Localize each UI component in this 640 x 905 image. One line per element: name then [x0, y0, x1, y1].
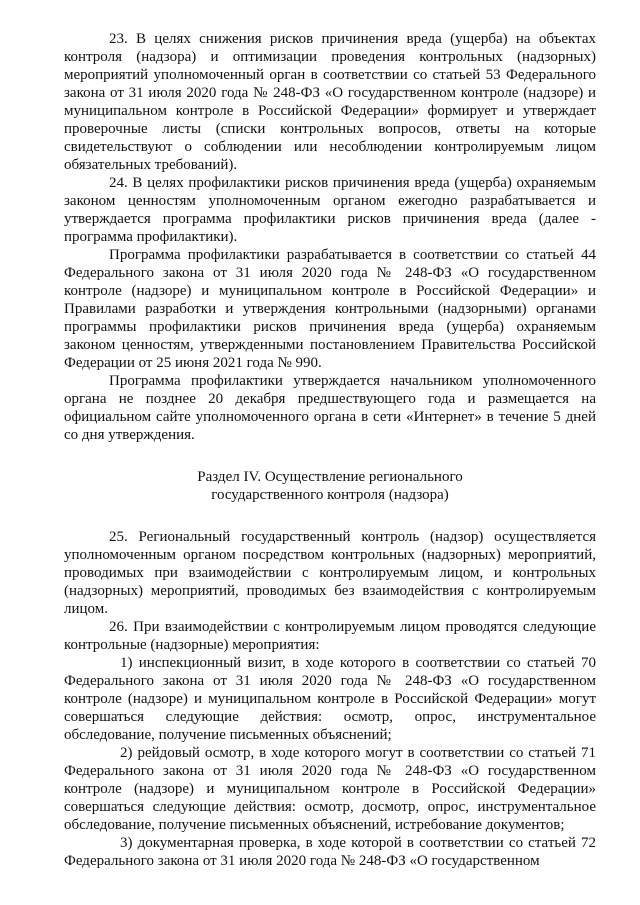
list-item-raid-inspection: 2) рейдовый осмотр, в ходе которого могут в соответствии со статьей 71 Федерального закона от 31 июля 2020 года № 248-ФЗ «О государственном контроле (надзоре) и муниципальном контроле в Российской Федерации» совершаться следующие действия: осмотр, досмотр, опрос, инструментальное обследование, получение письменных объяснений, истребование документов;	[64, 745, 596, 833]
paragraph-25: 25. Региональный государственный контроль (надзор) осуществляется уполномоченным органом посредством контрольных (надзорных) мероприятий, проводимых при взаимодействии с контролируемым лицом, и контрольных (надзорных) мероприятий, проводимых без взаимодействия с контролируемым лицом.	[64, 529, 596, 617]
paragraph-23: 23. В целях снижения рисков причинения вреда (ущерба) на объектах контроля (надзора) и оптимизации проведения контрольных (надзорных) мероприятий уполномоченный орган в соответствии со статьей 53 Федерального закона от 31 июля 2020 года № 248-ФЗ «О государственном контроле (надзоре) и муниципальном контроле в Российской Федерации» формирует и утверждает проверочные листы (списки контрольных вопросов, ответы на которые свидетельствуют о соблюдении или несоблюдении контролируемым лицом обязательных требований).	[64, 31, 596, 173]
paragraph-program-development: Программа профилактики разрабатывается в соответствии со статьей 44 Федерального закона от 31 июля 2020 года № 248-ФЗ «О государственном контроле (надзоре) и муниципальном контроле в Российской Федерации» и Правилами разработки и утверждения контрольными (надзорными) органами программы профилактики рисков причинения вреда (ущерба) охраняемым законом ценностям, утвержденными постановлением Правительства Российской Федерации от 25 июня 2021 года № 990.	[64, 247, 596, 371]
list-item-inspection-visit: 1) инспекционный визит, в ходе которого в соответствии со статьей 70 Федерального закона от 31 июля 2020 года № 248-ФЗ «О государственном контроле (надзоре) и муниципальном контроле в Российской Федерации» могут совершаться следующие действия: осмотр, опрос, инструментальное обследование, получение письменных объяснений;	[64, 655, 596, 743]
section-heading-line-2: государственного контроля (надзора)	[211, 487, 449, 503]
list-item-documentary-check: 3) документарная проверка, в ходе которой в соответствии со статьей 72 Федерального закона от 31 июля 2020 года № 248-ФЗ «О государственном	[64, 835, 596, 869]
paragraph-program-approval: Программа профилактики утверждается начальником уполномоченного органа не позднее 20 декабря предшествующего года и размещается на официальном сайте уполномоченного органа в сети «Интернет» в течение 5 дней со дня утверждения.	[64, 373, 596, 443]
paragraph-26: 26. При взаимодействии с контролируемым лицом проводятся следующие контрольные (надзорные) мероприятия:	[64, 619, 596, 653]
section-heading-line-1: Раздел IV. Осуществление регионального	[197, 469, 463, 485]
section-heading	[64, 468, 596, 504]
paragraph-24: 24. В целях профилактики рисков причинения вреда (ущерба) охраняемым законом ценностям уполномоченным органом ежегодно разрабатывается и утверждается программа профилактики рисков причинения вреда (далее - программа профилактики).	[64, 175, 596, 245]
document-page	[64, 30, 596, 870]
